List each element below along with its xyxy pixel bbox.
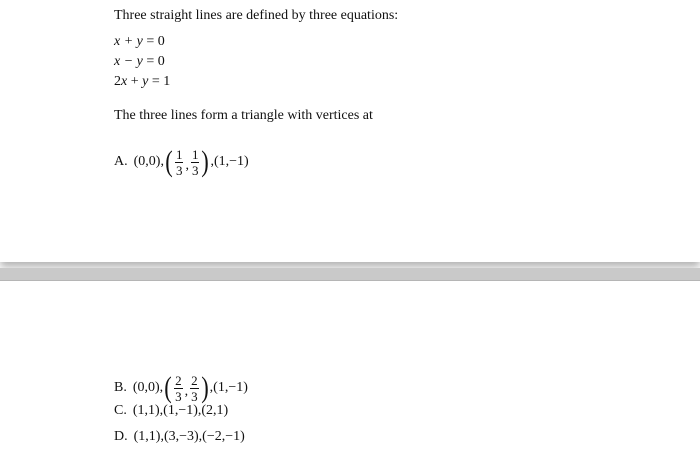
option-b-answer <box>133 373 248 403</box>
option-a-comma: , <box>185 158 189 173</box>
equation-3-coef: 2 <box>114 74 121 89</box>
equation-3 <box>114 74 170 90</box>
equation-3-var-x: x <box>121 74 128 89</box>
option-b-letter: B. <box>114 380 127 395</box>
option-a[interactable] <box>114 147 249 177</box>
option-a-letter: A. <box>114 154 128 169</box>
option-b-fraction-2 <box>190 374 199 403</box>
option-d-letter: D. <box>114 429 128 444</box>
option-d-answer: (1,1),(3,−3),(−2,−1) <box>133 429 245 444</box>
option-a-fraction-2-num: 1 <box>191 146 199 162</box>
equation-3-rhs: = 1 <box>148 74 171 89</box>
equation-3-plus: + <box>127 74 143 89</box>
option-b-fraction-1 <box>174 374 183 403</box>
option-a-fraction-1-num: 1 <box>175 146 183 162</box>
option-a-fraction-1 <box>175 148 184 177</box>
option-c-answer: (1,1),(1,−1),(2,1) <box>132 403 229 418</box>
equation-3-var-y: y <box>142 74 149 89</box>
question-card-bottom <box>0 280 700 453</box>
option-b-fraction-1-num: 2 <box>175 372 182 388</box>
option-a-fraction-1-den: 3 <box>175 162 183 178</box>
option-a-fraction-2-den: 3 <box>191 162 199 178</box>
option-b[interactable] <box>114 373 248 403</box>
option-d[interactable] <box>114 429 245 445</box>
equation-2-lhs: x − y <box>114 54 143 69</box>
equation-1-rhs: = 0 <box>146 34 165 49</box>
question-statement: The three lines form a triangle with vertices at <box>114 108 373 123</box>
equation-1-lhs: x + y <box>114 34 143 49</box>
option-c[interactable] <box>114 403 228 419</box>
option-b-fraction-2-num: 2 <box>191 372 198 388</box>
option-b-fraction-1-den: 3 <box>175 388 182 404</box>
equation-2 <box>114 54 165 70</box>
question-intro: Three straight lines are defined by three equations: <box>114 8 399 23</box>
option-a-vertex-3: ,(1,−1) <box>210 154 249 169</box>
option-a-left-paren: ( <box>165 145 173 178</box>
page-break-separator <box>0 268 700 280</box>
option-a-fraction-2 <box>191 148 200 177</box>
option-a-right-paren: ) <box>201 145 210 178</box>
option-a-answer <box>134 147 249 177</box>
option-b-comma: , <box>184 384 189 399</box>
equation-1 <box>114 34 165 50</box>
option-c-letter: C. <box>114 403 127 418</box>
option-b-fraction-2-den: 3 <box>191 388 198 404</box>
option-b-left-paren: ( <box>164 371 172 404</box>
option-b-right-paren: ) <box>200 371 209 404</box>
option-b-vertex-1: (0,0), <box>132 380 164 395</box>
option-a-vertex-1: (0,0), <box>133 154 164 169</box>
option-b-vertex-3: ,(1,−1) <box>209 380 248 395</box>
equation-2-rhs: = 0 <box>146 54 165 69</box>
